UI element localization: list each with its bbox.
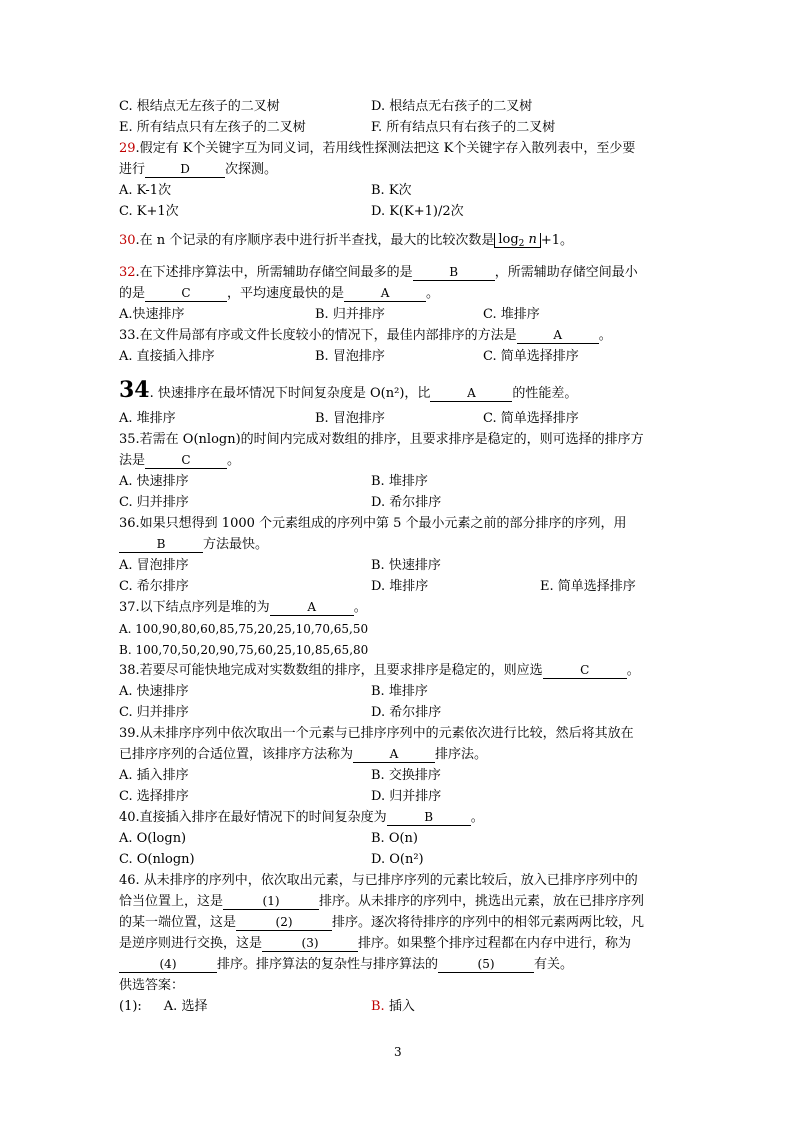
option-d: D. 根结点无右孩子的二叉树: [371, 99, 533, 114]
option-c: C. 归并排序: [119, 705, 189, 720]
option-c: C. 希尔排序: [119, 579, 189, 594]
question-46-cont: 恰当位置上，这是 (1) 排序。从未排序的序列中，挑选出元素，放在已排序序列: [119, 894, 645, 909]
option-e: E. 所有结点只有左孩子的二叉树: [119, 120, 306, 135]
option-a: A. 冒泡排序: [119, 558, 189, 573]
question-32-cont: 的是 C ，平均速度最快的是 A 。: [119, 286, 440, 301]
question-29: 29.假定有 K个关键字互为同义词，若用线性探测法把这 K个关键字存入散列表中，至少要: [119, 141, 636, 156]
option-a: A. 快速排序: [119, 684, 189, 699]
question-37: 37.以下结点序列是堆的为 A 。: [119, 600, 367, 615]
answer-blank: A: [353, 747, 435, 763]
question-39: 39.从未排序序列中依次取出一个元素与已排序序列中的元素依次进行比较，然后将其放在: [119, 726, 634, 741]
question-36-cont: B 方法最快。: [119, 536, 268, 554]
option-b: B. 归并排序: [315, 307, 385, 322]
question-33: 33.在文件局部有序或文件长度较小的情况下，最佳内部排序的方法是 A 。: [119, 328, 612, 343]
answer-blank: (2): [236, 915, 332, 931]
answer-blank: A: [517, 328, 599, 344]
option-a: A. 堆排序: [119, 411, 176, 426]
option-a: A. 100,90,80,60,85,75,20,25,10,70,65,50: [119, 622, 369, 636]
answer-blank: B: [413, 265, 495, 281]
question-35: 35.若需在 O(nlogn)的时间内完成对数组的排序，且要求排序是稳定的，则可选择的排序方: [119, 432, 644, 447]
option-e: E. 简单选择排序: [540, 579, 636, 594]
option-a: A.快速排序: [119, 307, 185, 322]
option-d: D. 希尔排序: [371, 705, 442, 720]
answer-blank: (4): [119, 957, 217, 973]
option-a: A. K-1次: [119, 183, 172, 198]
option-c: C. 选择排序: [119, 789, 189, 804]
question-35-cont: 法是 C 。: [119, 453, 241, 468]
floor-expression: $\log_2 n$: [494, 233, 541, 248]
option-a: A. 直接插入排序: [119, 349, 215, 364]
option-b: B. 堆排序: [371, 684, 428, 699]
question-36: 36.如果只想得到 1000 个元素组成的序列中第 5 个最小元素之前的部分排序的序列，用: [119, 516, 627, 531]
option-b: B. 堆排序: [371, 474, 428, 489]
answer-blank: (1): [223, 894, 319, 910]
option-b: B. O(n): [371, 831, 418, 846]
option-d: D. 希尔排序: [371, 495, 442, 510]
option-b: B. 冒泡排序: [315, 411, 385, 426]
question-38: 38.若要尽可能快地完成对实数数组的排序，且要求排序是稳定的，则应选 C 。: [119, 663, 640, 678]
question-39-cont: 已排序序列的合适位置，该排序方法称为 A 排序法。: [119, 747, 488, 762]
question-34: 34. 快速排序在最坏情况下时间复杂度是 O(n²)，比 A 的性能差。: [119, 377, 578, 403]
option-d: D. 归并排序: [371, 789, 442, 804]
option-a: A. 插入排序: [119, 768, 189, 783]
option-f: F. 所有结点只有右孩子的二叉树: [371, 120, 556, 135]
option-b: B. 插入: [371, 999, 415, 1014]
option-d: D. 堆排序: [371, 579, 429, 594]
option-c: C. 简单选择排序: [483, 349, 579, 364]
answer-blank: B: [387, 810, 471, 826]
option-b: B. 快速排序: [371, 558, 441, 573]
option-c: C. 堆排序: [483, 307, 540, 322]
answer-blank: A: [270, 600, 354, 616]
options-heading: 供选答案：: [119, 978, 185, 993]
option-a: A. O(logn): [119, 831, 187, 846]
question-30: 30.在 n 个记录的有序顺序表中进行折半查找，最大的比较次数是 $\log_2 n +1$。: [119, 232, 574, 249]
answer-blank: C: [145, 286, 227, 302]
question-46-cont: (4) 排序。排序算法的复杂性与排序算法的 (5) 有关。: [119, 956, 573, 974]
option-c: C. 简单选择排序: [483, 411, 579, 426]
option-c: C. 归并排序: [119, 495, 189, 510]
page-number: 3: [394, 1045, 402, 1059]
option-d: D. O(n²): [371, 852, 424, 867]
answer-blank: A: [344, 286, 426, 302]
question-29-cont: 进行 D 次探测。: [119, 162, 278, 177]
answer-blank: D: [145, 162, 225, 178]
option-b: B. 交换排序: [371, 768, 441, 783]
question-46-cont: 的某一端位置，这是 (2) 排序。逐次将待排序的序列中的相邻元素两两比较，凡: [119, 915, 645, 930]
option-b: B. K次: [371, 183, 412, 198]
question-32: 32.在下述排序算法中，所需辅助存储空间最多的是 B ，所需辅助存储空间最小: [119, 265, 638, 280]
option-d: D. K(K+1)/2次: [371, 204, 464, 219]
option-b: B. 100,70,50,20,90,75,60,25,10,85,65,80: [119, 643, 369, 657]
question-40: 40.直接插入排序在最好情况下的时间复杂度为 B 。: [119, 810, 484, 825]
answer-blank: B: [119, 537, 203, 553]
answer-blank: C: [543, 663, 627, 679]
answer-blank: A: [430, 386, 512, 402]
question-46: 46. 从未排序的序列中，依次取出元素，与已排序序列的元素比较后，放入已排序序列中的: [119, 873, 638, 888]
option-c: C. 根结点无左孩子的二叉树: [119, 99, 280, 114]
answer-blank: C: [145, 453, 227, 469]
option-a: A. 快速排序: [119, 474, 189, 489]
option-c: C. K+1次: [119, 204, 179, 219]
answer-blank: (5): [438, 957, 534, 973]
answer-blank: (3): [262, 936, 358, 952]
option-b: B. 冒泡排序: [315, 349, 385, 364]
option-c: C. O(nlogn): [119, 852, 195, 867]
question-46-cont: 是逆序则进行交换，这是 (3) 排序。如果整个排序过程都在内存中进行，称为: [119, 936, 632, 951]
option-group-1: (1): A. 选择: [119, 999, 208, 1014]
